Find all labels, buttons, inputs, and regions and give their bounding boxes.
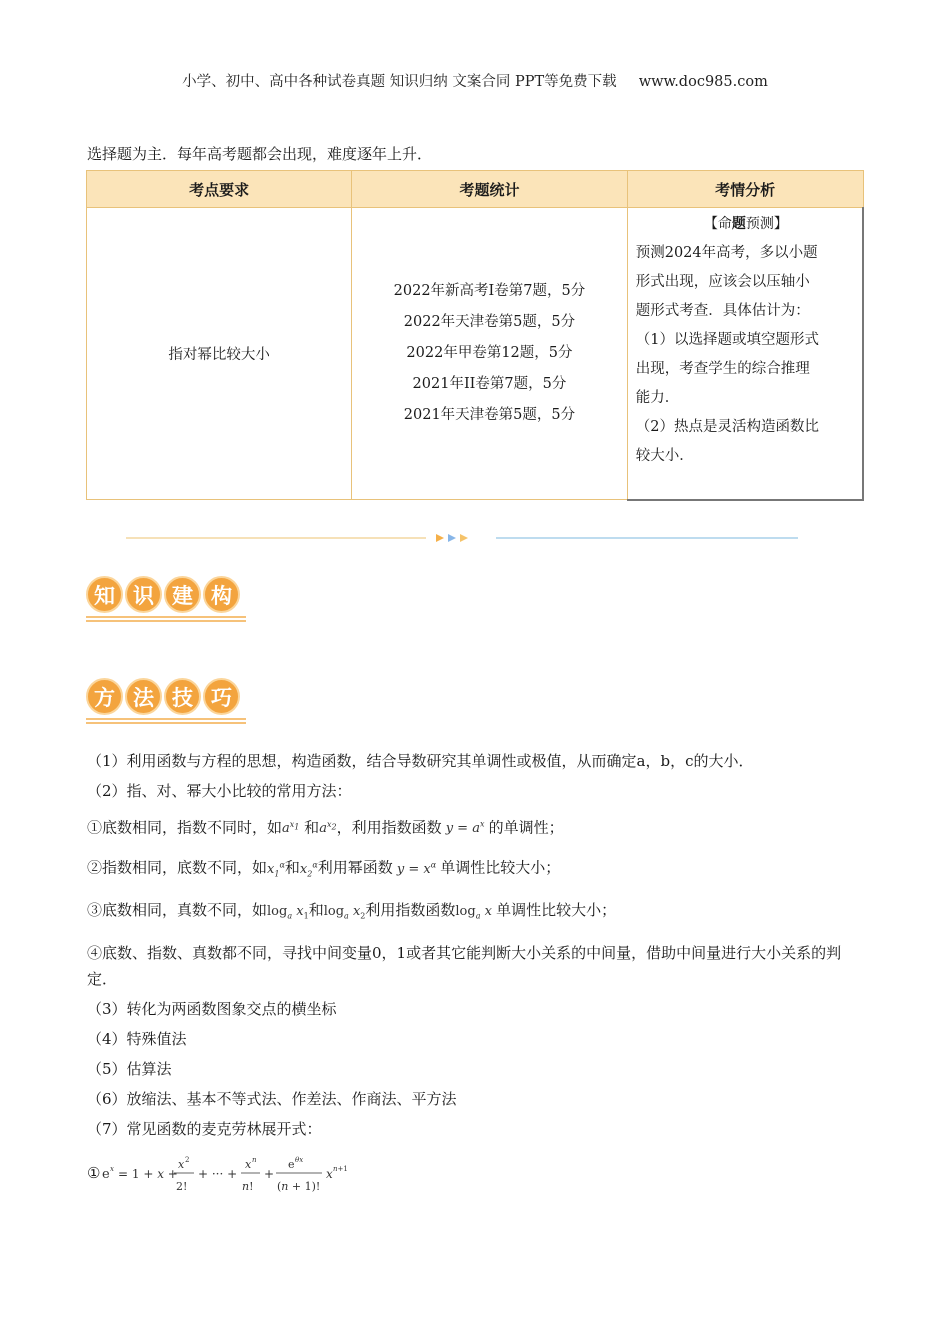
- analysis-line: （1）以选择题或填空题形式: [635, 332, 819, 348]
- method-paragraph: （5）估算法: [87, 1059, 172, 1078]
- svg-text:x: x: [178, 1157, 185, 1171]
- stats-line: 2022年甲卷第12题，5分: [406, 345, 573, 361]
- analysis-line: 能力．: [635, 390, 680, 406]
- svg-text:x: x: [110, 1164, 115, 1173]
- badge-char: 识: [125, 576, 162, 613]
- method-paragraph: （3）转化为两函数图象交点的横坐标: [87, 999, 337, 1018]
- badge-char: 知: [86, 576, 123, 613]
- analysis-line: 形式出现，应该会以压轴小: [635, 274, 810, 290]
- svg-text:+ ··· +: + ··· +: [198, 1166, 238, 1181]
- svg-text:n+1: n+1: [333, 1164, 349, 1173]
- methods-badge: [86, 678, 246, 724]
- formula-exp: [100, 1150, 360, 1196]
- math-expr: $\log_a x_1$: [267, 904, 309, 921]
- svg-text:(n + 1)!: (n + 1)!: [277, 1179, 321, 1193]
- method-paragraph: （1）利用函数与方程的思想，构造函数，结合导数研究其单调性或极值，从而确定a，b，c的大小．: [87, 752, 754, 770]
- methods-content: [87, 748, 867, 1196]
- svg-text:n!: n!: [242, 1179, 254, 1193]
- svg-text:x: x: [326, 1166, 334, 1181]
- svg-text:e: e: [288, 1157, 295, 1171]
- section-divider: [126, 530, 798, 546]
- math-expr: $\log_a x_2$: [323, 904, 366, 921]
- math-expr: $x_1^\alpha$: [267, 860, 285, 879]
- header-title: 小学、初中、高中各种试卷真题 知识归纳 文案合同 PPT等免费下载: [182, 74, 617, 90]
- svg-text:2!: 2!: [176, 1179, 188, 1193]
- stats-line: 2022年新高考I卷第7题，5分: [393, 283, 586, 299]
- method-paragraph: （7）常见函数的麦克劳林展开式：: [87, 1119, 322, 1138]
- analysis-line: 题形式考查．具体估计为：: [635, 303, 810, 319]
- svg-text:+: +: [264, 1166, 275, 1181]
- stats-line: 2021年II卷第7题，5分: [412, 376, 567, 392]
- stats-line: 2021年天津卷第5题，5分: [403, 407, 576, 423]
- math-expr: $a^{x_1}$: [282, 820, 300, 837]
- page-header: [0, 70, 950, 91]
- svg-text:= 1 + x +: = 1 + x +: [118, 1166, 179, 1181]
- math-expr: $a^{x_2}$: [319, 820, 337, 837]
- analysis-title: 【命题预测】: [703, 216, 788, 232]
- table-header-requirement: 考点要求: [87, 171, 352, 208]
- badge-underline: [86, 616, 246, 622]
- svg-text:θx: θx: [295, 1155, 304, 1164]
- analysis-line: 出现，考查学生的综合推理: [635, 361, 810, 377]
- badge-char: 建: [164, 576, 201, 613]
- badge-char: 巧: [203, 678, 240, 715]
- method-paragraph: （4）特殊值法: [87, 1029, 187, 1048]
- math-expr: $y = a^x$: [441, 820, 485, 837]
- method-item: ②指数相同，底数不同，如$x_1^\alpha$和$x_2^\alpha$利用幂函数 $y = x^\alpha$ 单调性比较大小；: [87, 858, 561, 879]
- badge-char: 法: [125, 678, 162, 715]
- intro-text: 选择题为主．每年高考题都会出现，难度逐年上升．: [87, 145, 433, 163]
- math-expr: $y = x^\alpha$: [392, 860, 437, 877]
- requirement-cell: 指对幂比较大小: [87, 208, 352, 500]
- analysis-line: 较大小．: [635, 448, 694, 464]
- badge-char: 方: [86, 678, 123, 715]
- analysis-line: 预测2024年高考，多以小题: [635, 245, 818, 261]
- header-url[interactable]: www.doc985.com: [638, 74, 768, 90]
- svg-text:x: x: [245, 1157, 252, 1171]
- exam-stats-table: [86, 170, 864, 501]
- badge-underline: [86, 718, 246, 724]
- svg-text:2: 2: [185, 1155, 190, 1164]
- maclaurin-formula: ① e x = 1 + x + x 2 2! + ··· + x n n! + e θx (n + 1)! x n+1: [87, 1150, 867, 1196]
- math-expr: $\log_a x$: [455, 904, 492, 921]
- method-item: ①底数相同，指数不同时，如$a^{x_1}$ 和$a^{x_2}$，利用指数函数 $y = a^x$ 的单调性；: [87, 818, 564, 837]
- stats-line: 2022年天津卷第5题，5分: [403, 314, 576, 330]
- svg-text:e: e: [102, 1166, 111, 1182]
- method-item: ③底数相同，真数不同，如$\log_a x_1$和$\log_a x_2$利用指数函数$\log_a x$ 单调性比较大小；: [87, 901, 617, 921]
- badge-char: 构: [203, 576, 240, 613]
- math-expr: $x_2^\alpha$: [299, 860, 318, 879]
- stats-cell: [352, 208, 628, 500]
- method-paragraph: （2）指、对、幂大小比较的常用方法：: [87, 782, 352, 800]
- table-header-stats: 考题统计: [352, 171, 628, 208]
- method-paragraph: （6）放缩法、基本不等式法、作差法、作商法、平方法: [87, 1089, 457, 1108]
- badge-char: 技: [164, 678, 201, 715]
- knowledge-badge: [86, 576, 246, 622]
- analysis-cell: [627, 208, 863, 500]
- method-item: ④底数、指数、真数都不同，寻找中间变量0，1或者其它能判断大小关系的中间量，借助中间量进行大小关系的判定．: [87, 943, 842, 988]
- svg-text:n: n: [252, 1155, 257, 1164]
- table-header-analysis: 考情分析: [627, 171, 863, 208]
- analysis-line: （2）热点是灵活构造函数比: [635, 419, 819, 435]
